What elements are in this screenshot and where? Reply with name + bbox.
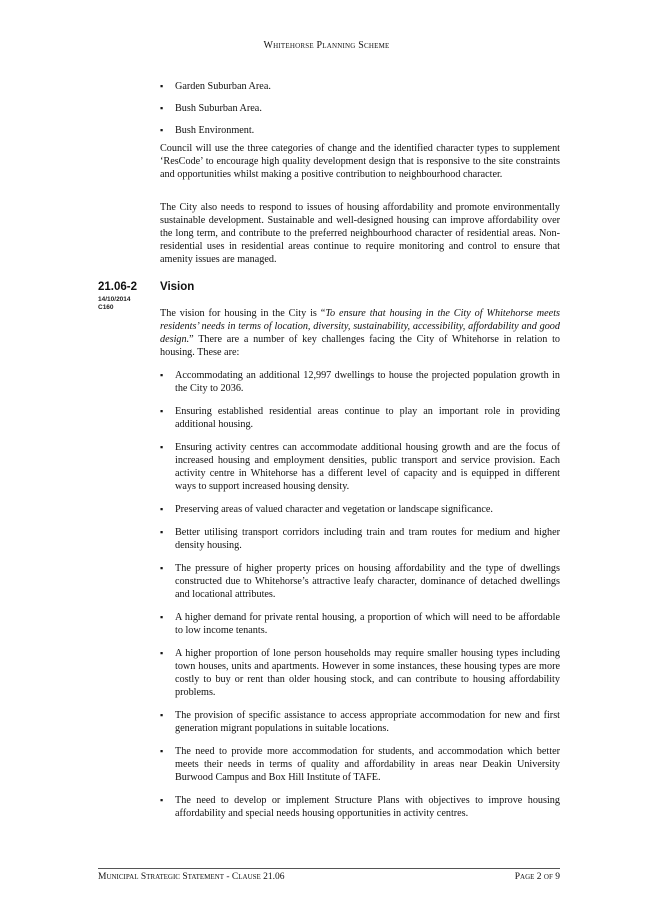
list-item: ▪ Ensuring established residential areas continue to play an important role in providing additional housing.	[160, 405, 560, 431]
list-item: ▪ Better utilising transport corridors including train and tram routes for medium and higher density housing.	[160, 526, 560, 552]
list-item: ▪ Accommodating an additional 12,997 dwellings to house the projected population growth in the City to 2036.	[160, 369, 560, 395]
list-item: ▪ The pressure of higher property prices on housing affordability and the type of dwellings constructed due to Whitehorse’s attractive leafy character, dominance of detached dwellings and locational attributes.	[160, 562, 560, 601]
paragraph-rescode: Council will use the three categories of change and the identified character types to supplement ‘ResCode’ to encourage high quality development design that is responsive to the site constraints and opportunities whilst making a positive contribution to neighbourhood character.	[160, 143, 560, 180]
list-item: ▪ Bush Environment.	[160, 124, 560, 137]
vision-intro-end: ” There are a number of key challenges facing the City of Whitehorse in relation to housing. These are:	[160, 334, 560, 358]
vision-quote: To ensure that housing in the City of Whitehorse meets residents’ needs in terms of location, diversity, sustainability, accessibility, affordability and good design.	[160, 308, 561, 345]
footer-clause: Municipal Strategic Statement - Clause 21.06	[98, 872, 285, 882]
footer-divider	[98, 868, 560, 869]
paragraph-affordability: The City also needs to respond to issues of housing affordability and promote environmentally sustainable development. Sustainable and well-designed housing can improve affordability over the long term, and contribute to the preferred neighbourhood character of residential areas. Non-residential uses in residential areas continue to require monitoring and control to ensure that amenity issues are managed.	[160, 202, 560, 265]
list-item: ▪ The provision of specific assistance to access appropriate accommodation for new and first generation migrant populations in suitable locations.	[160, 709, 560, 735]
vision-intro-start: The vision for housing in the City is “	[160, 308, 326, 319]
list-item: ▪ Preserving areas of valued character and vegetation or landscape significance.	[160, 503, 560, 516]
list-item: ▪ The need to provide more accommodation for students, and accommodation which better meets their needs in terms of quality and affordability in areas near Deakin University Burwood Campus and Box Hill Institute of TAFE.	[160, 745, 560, 784]
list-item: ▪ Ensuring activity centres can accommodate additional housing growth and are the focus of increased housing and employment densities, public transport and service provision. Each activity centre in Whitehorse has a different level of capacity and is equipped in different ways to support increased housing density.	[160, 441, 560, 493]
list-item: ▪ A higher demand for private rental housing, a proportion of which will need to be affordable to low income tenants.	[160, 611, 560, 637]
clause-date: 14/10/2014	[98, 296, 131, 303]
list-item: ▪ A higher proportion of lone person households may require smaller housing types including town houses, units and apartments. However in some instances, these housing types are more costly to buy or rent than older housing stock, and can contribute to housing affordability problems.	[160, 647, 560, 699]
top-bullet-list	[160, 80, 560, 146]
page-header	[0, 40, 653, 51]
clause-title: Vision	[160, 281, 195, 293]
list-item: ▪ Garden Suburban Area.	[160, 80, 560, 93]
list-item: ▪ Bush Suburban Area.	[160, 102, 560, 115]
clause-amendment: C160	[98, 304, 114, 311]
vision-intro	[160, 307, 560, 359]
clause-number: 21.06-2	[98, 281, 138, 293]
footer-page-number: Page 2 of 9	[514, 872, 560, 882]
clause-date-note	[98, 296, 131, 312]
list-item: ▪ The need to develop or implement Structure Plans with objectives to improve housing affordability and special needs housing opportunities in activity centres.	[160, 794, 560, 820]
header-title: Whitehorse Planning Scheme	[263, 40, 390, 51]
vision-challenges-list	[160, 369, 560, 830]
